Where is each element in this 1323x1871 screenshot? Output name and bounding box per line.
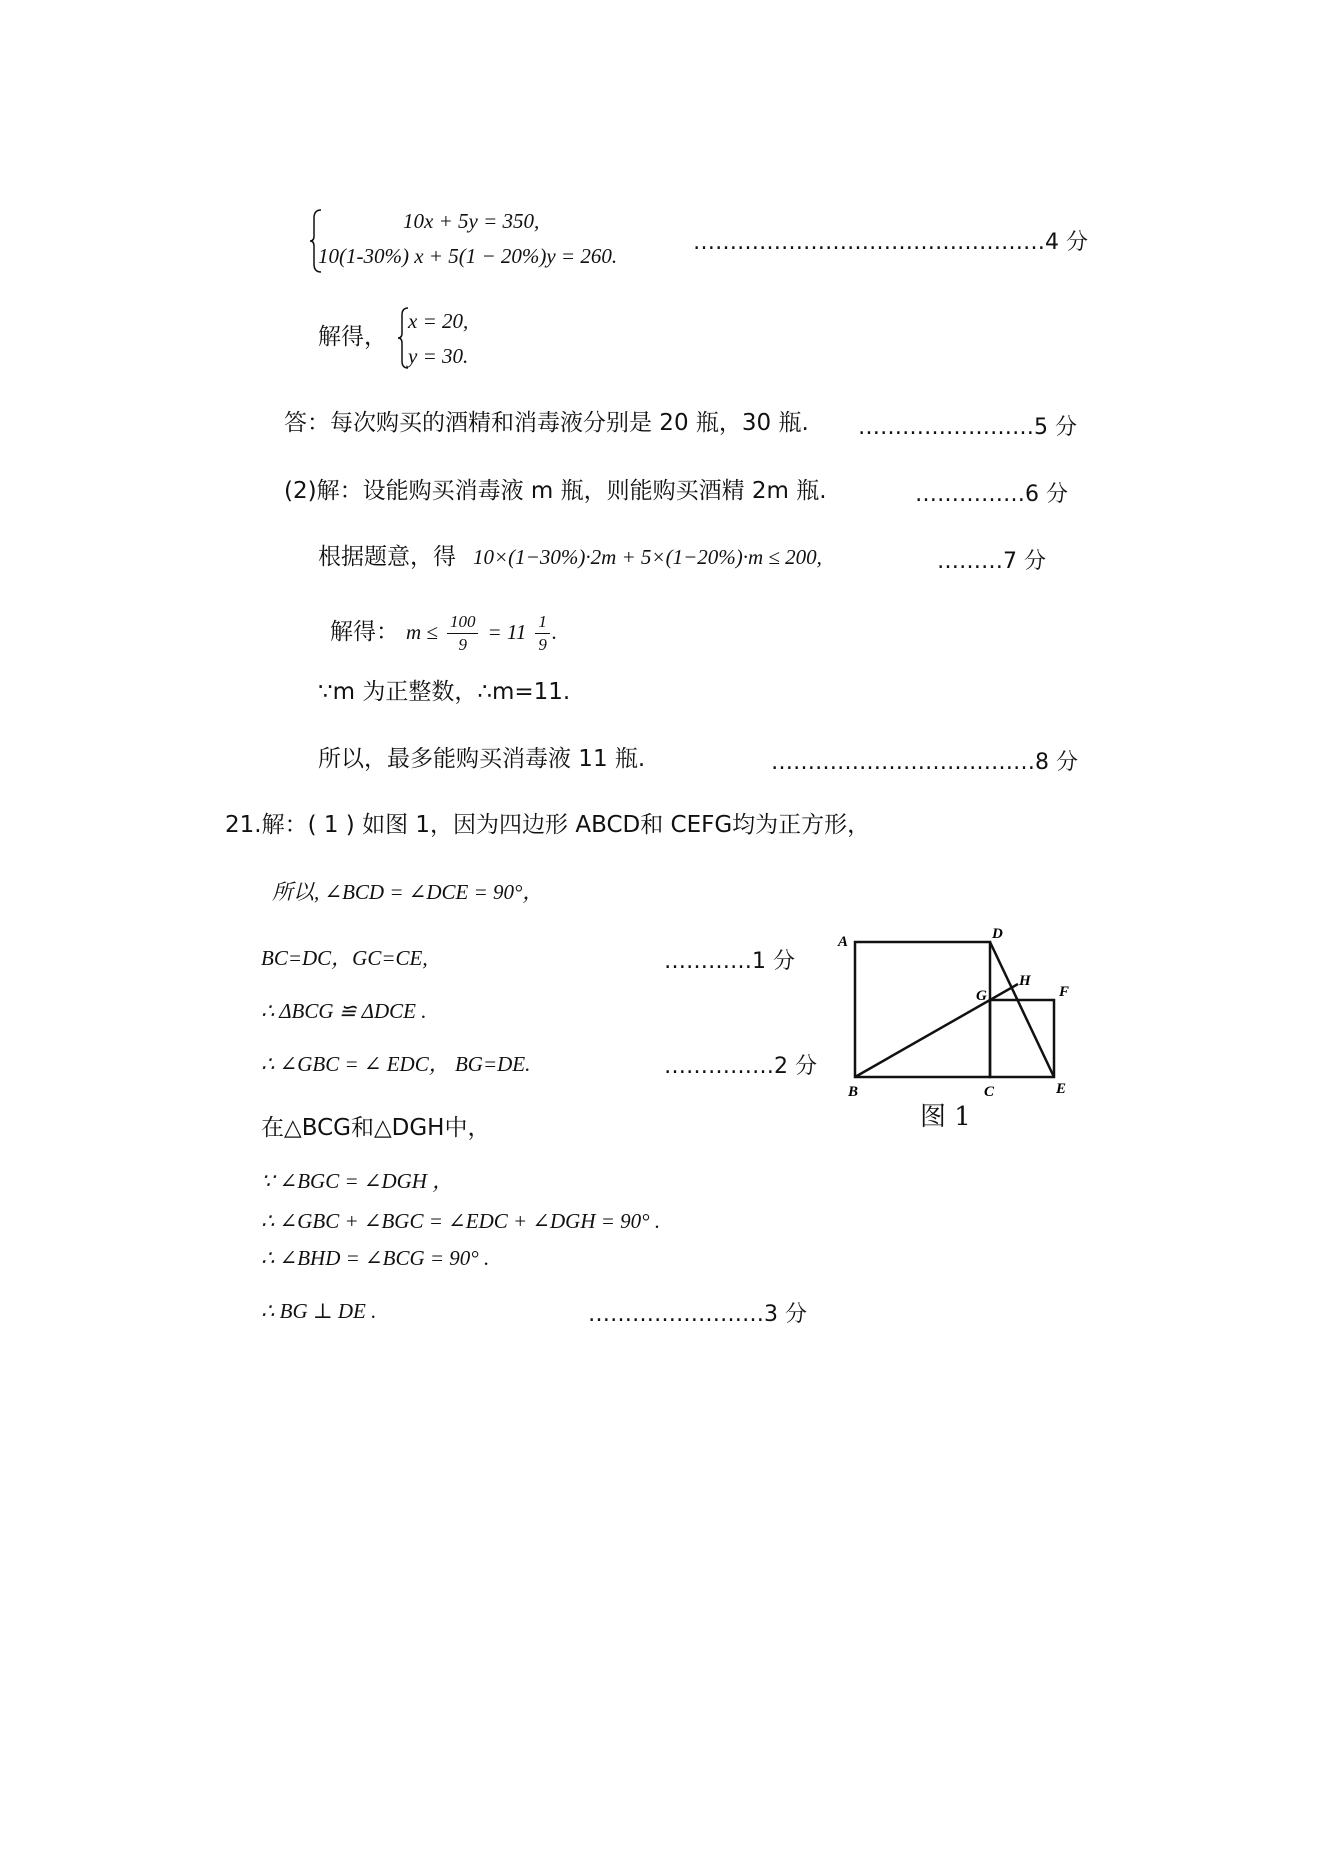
score-8: ………………………………8 分: [771, 750, 1078, 775]
equals-eleven: = 11: [487, 620, 527, 644]
q21-congruent: ∴ ΔBCG ≌ ΔDCE .: [261, 999, 427, 1023]
inequality-expression: 10×(1−30%)·2m + 5×(1−20%)·m ≤ 200,: [473, 545, 822, 569]
fraction-numerator: 1: [535, 611, 550, 634]
figure-caption: 图 1: [920, 1102, 971, 1132]
inequality-label: 根据题意，得: [318, 544, 456, 570]
label-F: F: [1059, 984, 1070, 1000]
answer-line: 答：每次购买的酒精和消毒液分别是 20 瓶，30 瓶.: [284, 410, 809, 436]
segment-bh: [855, 984, 1018, 1077]
q21-vertical-angles: ∵ ∠BGC = ∠DGH ，: [261, 1169, 454, 1193]
fraction-numerator: 100: [447, 611, 479, 634]
solution-x: x = 20,: [408, 309, 469, 333]
label-G: G: [976, 988, 987, 1004]
fraction-1-9: [535, 611, 550, 656]
solution-y: y = 30.: [408, 344, 469, 368]
fraction-denominator: 9: [538, 634, 547, 654]
score-5: ……………………5 分: [858, 415, 1077, 440]
part2-setup: (2)解：设能购买消毒液 m 瓶，则能购买酒精 2m 瓶.: [284, 478, 827, 504]
score-7: ………7 分: [937, 549, 1046, 574]
solve-m: m ≤: [406, 620, 438, 644]
inequality-line: [318, 542, 822, 573]
q21-in-triangles: 在△BCG和△DGH中，: [261, 1115, 491, 1141]
q21-angles: 所以, ∠BCD = ∠DCE = 90°，: [272, 880, 544, 904]
solve-label: 解得：: [330, 619, 399, 645]
score-4: …………………………………………4 分: [693, 230, 1088, 255]
square-abcd: [855, 942, 990, 1077]
label-B: B: [848, 1084, 859, 1100]
system-equation-1: 10x + 5y = 350,: [403, 209, 540, 233]
q21-perpendicular: ∴ BG ⊥ DE .: [261, 1299, 377, 1323]
score-3: ……………………3 分: [588, 1302, 807, 1327]
q21-angle-sum: ∴ ∠GBC + ∠BGC = ∠EDC + ∠DGH = 90° .: [261, 1209, 661, 1233]
label-C: C: [984, 1084, 995, 1100]
q21-bhd: ∴ ∠BHD = ∠BCG = 90° .: [261, 1246, 490, 1270]
q21-intro: 21.解：( 1 ) 如图 1，因为四边形 ABCD和 CEFG均为正方形，: [225, 812, 871, 838]
integer-line: ∵m 为正整数，∴m=11.: [318, 679, 571, 705]
score-6: ……………6 分: [915, 482, 1068, 507]
label-A: A: [838, 934, 849, 950]
segment-de: [990, 942, 1054, 1077]
fraction-denominator: 9: [458, 634, 467, 654]
label-E: E: [1056, 1081, 1067, 1097]
conclusion-line: 所以，最多能购买消毒液 11 瓶.: [318, 746, 646, 772]
q21-sides: BC=DC，GC=CE,: [261, 946, 428, 970]
q21-equal-angles: ∴ ∠GBC = ∠ EDC， BG=DE.: [261, 1052, 531, 1076]
label-H: H: [1019, 973, 1031, 989]
score-1: …………1 分: [664, 949, 795, 974]
system-equation-2: 10(1-30%) x + 5(1 − 20%)y = 260.: [318, 244, 618, 268]
score-2: ……………2 分: [664, 1054, 817, 1079]
fraction-100-9: [447, 611, 479, 656]
label-D: D: [992, 926, 1003, 942]
solve-line: 解得： m ≤ $\frac{100}{9}$ = 11 $\frac{1}{9}$ .: [330, 611, 558, 654]
solved-label: 解得，: [318, 324, 387, 350]
